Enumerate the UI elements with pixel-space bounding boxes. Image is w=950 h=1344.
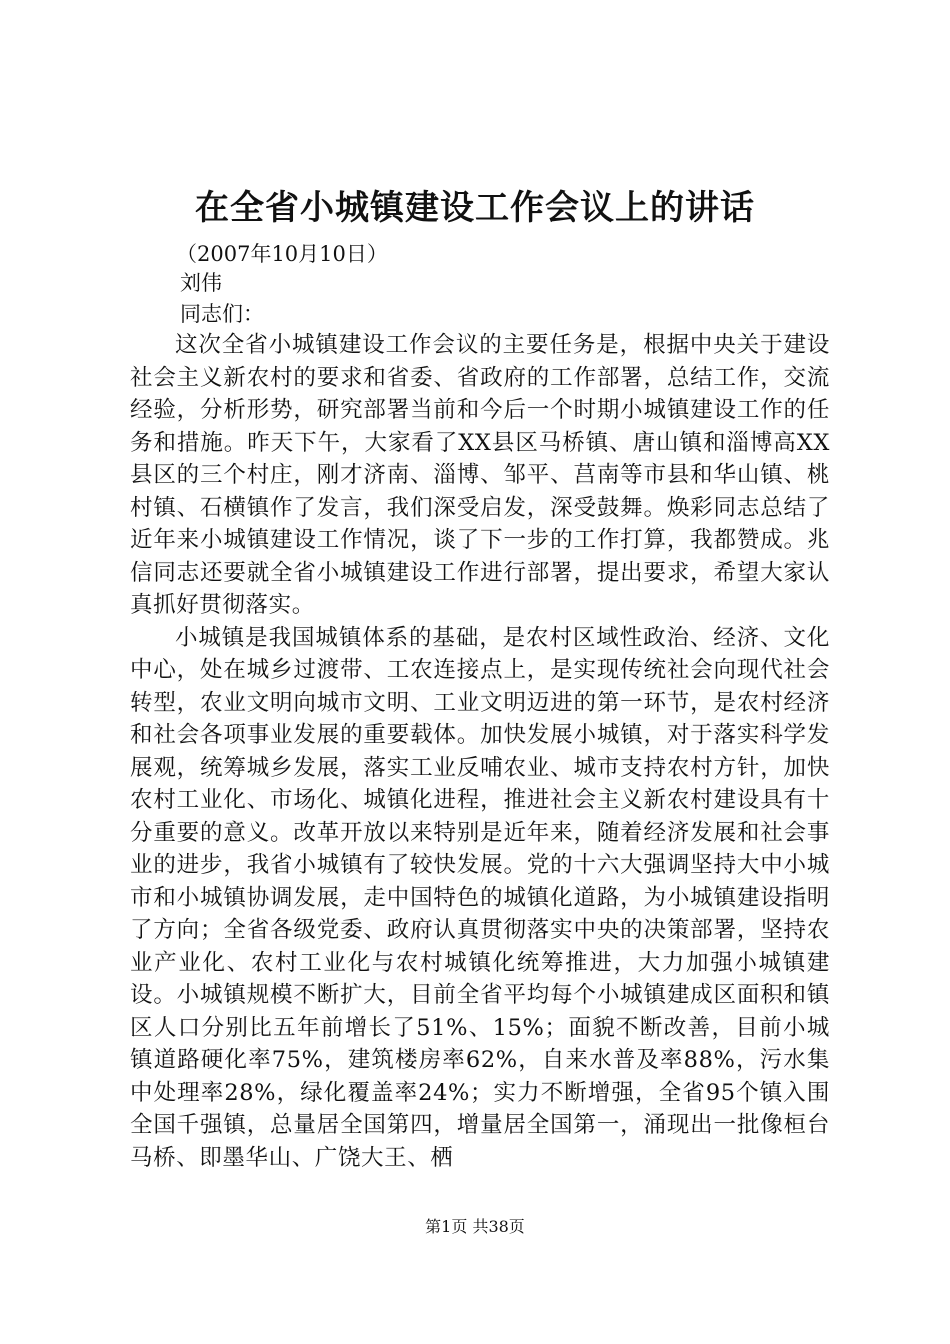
document-title: 在全省小城镇建设工作会议上的讲话 (195, 188, 755, 228)
speaker-name: 刘伟 (180, 271, 222, 295)
body-text (130, 329, 830, 1174)
salutation: 同志们： (180, 302, 264, 326)
paragraph: 小城镇是我国城镇体系的基础，是农村区域性政治、经济、文化中心，处在城乡过渡带、工农连接点上，是实现传统社会向现代社会转型，农业文明向城市文明、工业文明迈进的第一环节，是农村经济和社会各项事业发展的重要载体。加快发展小城镇，对于落实科学发展观，统筹城乡发展，落实工业反哺农业、城市支持农村方针，加快农村工业化、市场化、城镇化进程，推进社会主义新农村建设具有十分重要的意义。改革开放以来特别是近年来，随着经济发展和社会事业的进步，我省小城镇有了较快发展。党的十六大强调坚持大中小城市和小城镇协调发展，走中国特色的城镇化道路，为小城镇建设指明了方向；全省各级党委、政府认真贯彻落实中央的决策部署，坚持农业产业化、农村工业化与农村城镇化统筹推进，大力加强小城镇建设。小城镇规模不断扩大，目前全省平均每个小城镇建成区面积和镇区人口分别比五年前增长了51%、15%；面貌不断改善，目前小城镇道路硬化率75%，建筑楼房率62%，自来水普及率88%，污水集中处理率28%，绿化覆盖率24%；实力不断增强，全省95个镇入围全国千强镇，总量居全国第四，增量居全国第一，涌现出一批像桓台马桥、即墨华山、广饶大王、栖 (130, 624, 830, 1171)
speech-date: （2007年10月10日） (176, 242, 388, 266)
page-number: 第1页 共38页 (425, 1217, 525, 1236)
paragraph: 这次全省小城镇建设工作会议的主要任务是，根据中央关于建设社会主义新农村的要求和省委、省政府的工作部署，总结工作，交流经验，分析形势，研究部署当前和今后一个时期小城镇建设工作的任务和措施。昨天下午，大家看了XX县区马桥镇、唐山镇和淄博高XX县区的三个村庄，刚才济南、淄博、邹平、莒南等市县和华山镇、桃村镇、石横镇作了发言，我们深受启发，深受鼓舞。焕彩同志总结了近年来小城镇建设工作情况，谈了下一步的工作打算，我都赞成。兆信同志还要就全省小城镇建设工作进行部署，提出要求，希望大家认真抓好贯彻落实。 (130, 332, 830, 618)
